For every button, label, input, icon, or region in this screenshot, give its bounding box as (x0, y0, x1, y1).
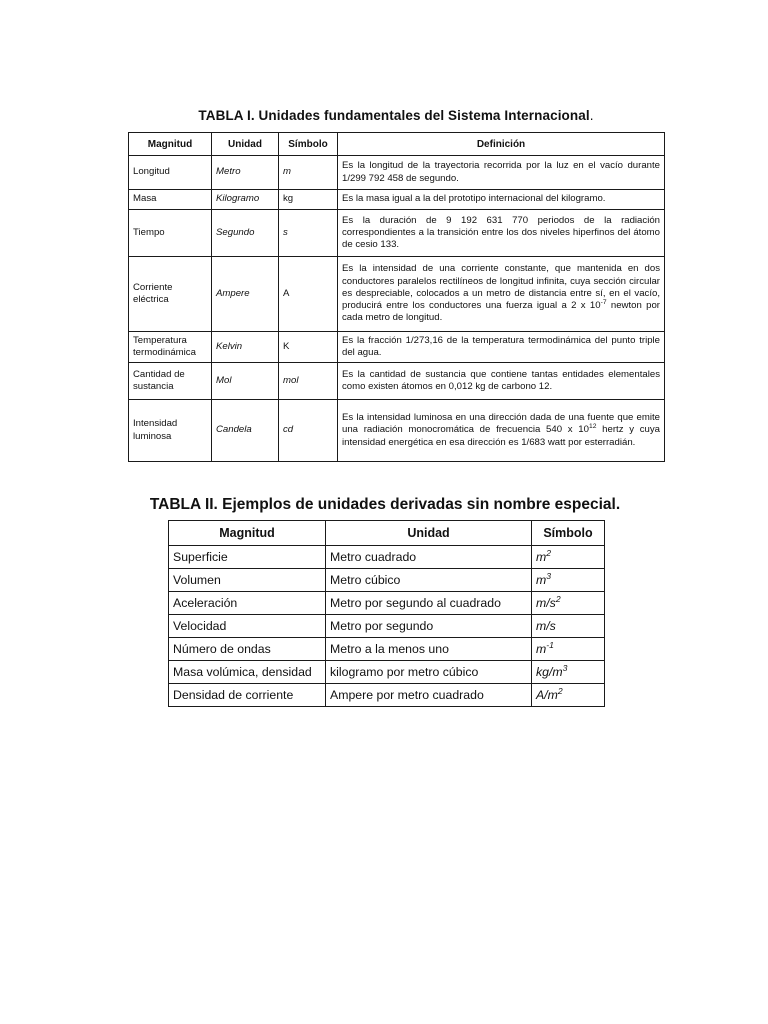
cell-magnitud: Cantidad de sustancia (129, 363, 212, 400)
table2-header-row (169, 521, 605, 546)
table-row (129, 257, 665, 332)
cell-definicion: Es la duración de 9 192 631 770 periodos de la radiación correspondientes a la transición entre los dos niveles hiperfinos del átomo de cesio 133. (338, 210, 665, 257)
cell-magnitud: Densidad de corriente (169, 684, 326, 707)
table2-derived-units (168, 520, 605, 707)
cell-simbolo: cd (279, 400, 338, 462)
header-magnitud: Magnitud (169, 521, 326, 546)
cell-magnitud: Longitud (129, 156, 212, 190)
cell-magnitud: Intensidad luminosa (129, 400, 212, 462)
cell-simbolo: m (279, 156, 338, 190)
cell-simbolo: $m^3$ (532, 569, 605, 592)
table-row (129, 210, 665, 257)
cell-simbolo: $kg/m^3$ (532, 661, 605, 684)
table1-title: TABLA I. Unidades fundamentales del Sistema Internacional. (198, 108, 594, 123)
cell-definicion: Es la cantidad de sustancia que contiene tantas entidades elementales como existen átomos en 0,012 kg de carbono 12. (338, 363, 665, 400)
table-row (169, 684, 605, 707)
table1-header-row (129, 133, 665, 156)
header-simbolo: Símbolo (279, 133, 338, 156)
table-row (129, 363, 665, 400)
cell-simbolo: $A/m^2$ (532, 684, 605, 707)
cell-magnitud: Tiempo (129, 210, 212, 257)
cell-magnitud: Temperatura termodinámica (129, 332, 212, 363)
cell-unidad: Metro cúbico (326, 569, 532, 592)
cell-unidad: Metro (212, 156, 279, 190)
cell-simbolo: $m^2$ (532, 546, 605, 569)
cell-unidad: Segundo (212, 210, 279, 257)
cell-magnitud: Aceleración (169, 592, 326, 615)
cell-unidad: Ampere por metro cuadrado (326, 684, 532, 707)
cell-unidad: Candela (212, 400, 279, 462)
cell-definicion: Es la longitud de la trayectoria recorrida por la luz en el vacío durante 1/299 792 458 de segundo. (338, 156, 665, 190)
table-row (169, 546, 605, 569)
cell-magnitud: Corriente eléctrica (129, 257, 212, 332)
cell-definicion: Es la fracción 1/273,16 de la temperatura termodinámica del punto triple del agua. (338, 332, 665, 363)
table2-title: TABLA II. Ejemplos de unidades derivadas sin nombre especial. (149, 496, 621, 513)
table-row (169, 592, 605, 615)
table-row (129, 332, 665, 363)
cell-unidad: Kilogramo (212, 190, 279, 210)
cell-magnitud: Número de ondas (169, 638, 326, 661)
header-definicion: Definición (338, 133, 665, 156)
table-row (169, 569, 605, 592)
cell-unidad: kilogramo por metro cúbico (326, 661, 532, 684)
cell-magnitud: Velocidad (169, 615, 326, 638)
table-row (169, 615, 605, 638)
cell-unidad: Metro por segundo al cuadrado (326, 592, 532, 615)
table-row (129, 156, 665, 190)
cell-unidad: Ampere (212, 257, 279, 332)
table-row (129, 190, 665, 210)
cell-definicion: Es la intensidad luminosa en una dirección dada de una fuente que emite una radiación monocromática de frecuencia 540 x $10^{12}$ hertz y cuya intensidad energética en esa dirección es 1/683 watt por esterradián. (338, 400, 665, 462)
cell-simbolo: m/s (532, 615, 605, 638)
cell-simbolo: A (279, 257, 338, 332)
header-magnitud: Magnitud (129, 133, 212, 156)
cell-magnitud: Volumen (169, 569, 326, 592)
header-unidad: Unidad (326, 521, 532, 546)
table-row (129, 400, 665, 462)
cell-simbolo: s (279, 210, 338, 257)
cell-definicion: Es la masa igual a la del prototipo internacional del kilogramo. (338, 190, 665, 210)
cell-unidad: Metro por segundo (326, 615, 532, 638)
cell-simbolo: mol (279, 363, 338, 400)
header-simbolo: Símbolo (532, 521, 605, 546)
cell-magnitud: Superficie (169, 546, 326, 569)
table-row (169, 661, 605, 684)
cell-simbolo: K (279, 332, 338, 363)
header-unidad: Unidad (212, 133, 279, 156)
cell-unidad: Mol (212, 363, 279, 400)
cell-simbolo: $m^{-1}$ (532, 638, 605, 661)
table1-fundamental-units (128, 132, 665, 462)
cell-simbolo: $m/s^2$ (532, 592, 605, 615)
cell-simbolo: kg (279, 190, 338, 210)
cell-definicion: Es la intensidad de una corriente constante, que mantenida en dos conductores paralelos rectilíneos de longitud infinita, cuya sección circular es despreciable, colocados a un metro de distancia entre sí, en el vacío, producirá entre los conductores una fuerza igual a 2 x $10^{-7}$ newton por cada metro de longitud. (338, 257, 665, 332)
cell-unidad: Kelvin (212, 332, 279, 363)
table-row (169, 638, 605, 661)
cell-magnitud: Masa (129, 190, 212, 210)
cell-unidad: Metro cuadrado (326, 546, 532, 569)
cell-magnitud: Masa volúmica, densidad (169, 661, 326, 684)
cell-unidad: Metro a la menos uno (326, 638, 532, 661)
